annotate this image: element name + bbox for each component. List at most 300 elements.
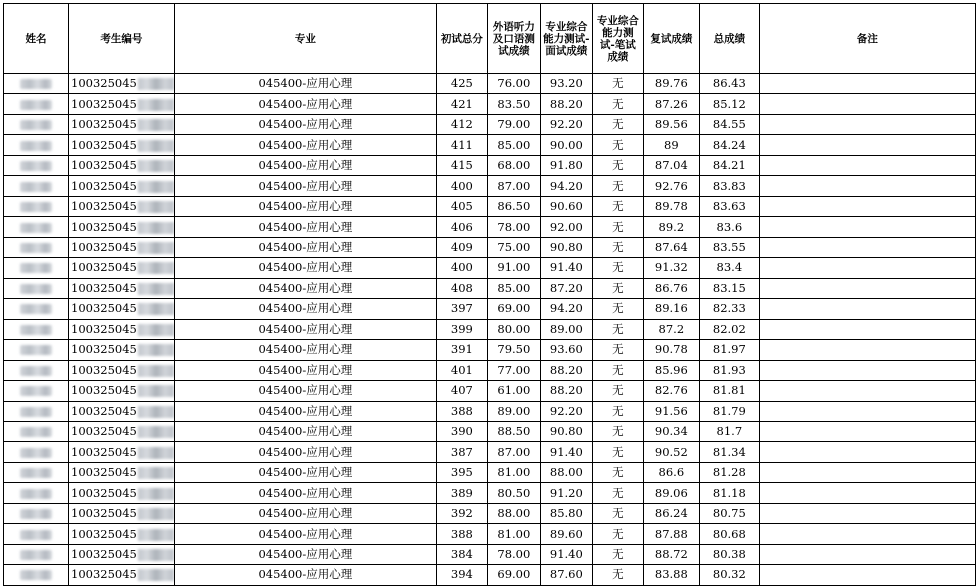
initial-total-cell: 391 — [436, 340, 487, 360]
written-cell: 无 — [592, 258, 643, 278]
interview-cell: 85.80 — [540, 503, 592, 523]
retest-cell: 89.2 — [643, 217, 699, 237]
table-row — [4, 94, 976, 114]
name-cell — [4, 544, 69, 564]
candidate-no-prefix: 100325045 — [71, 260, 137, 275]
candidate-no-prefix: 100325045 — [71, 199, 137, 214]
total-cell: 83.63 — [699, 196, 759, 216]
candidate-no-cell — [69, 401, 175, 421]
retest-cell: 90.52 — [643, 442, 699, 462]
redacted-name — [20, 550, 52, 560]
table-row — [4, 442, 976, 462]
redacted-candidate-no — [138, 160, 174, 172]
table-row — [4, 299, 976, 319]
written-cell: 无 — [592, 462, 643, 482]
interview-cell: 91.40 — [540, 258, 592, 278]
major-cell: 045400-应用心理 — [174, 401, 436, 421]
written-cell: 无 — [592, 524, 643, 544]
redacted-name — [20, 570, 52, 580]
retest-cell: 87.88 — [643, 524, 699, 544]
retest-cell: 89.78 — [643, 196, 699, 216]
retest-cell: 89 — [643, 135, 699, 155]
foreign-lang-cell: 75.00 — [487, 237, 540, 257]
foreign-lang-cell: 80.00 — [487, 319, 540, 339]
interview-cell: 88.20 — [540, 381, 592, 401]
initial-total-cell: 388 — [436, 524, 487, 544]
written-cell: 无 — [592, 319, 643, 339]
table-row — [4, 196, 976, 216]
candidate-no-prefix: 100325045 — [71, 526, 137, 541]
redacted-name — [20, 509, 52, 519]
major-cell: 045400-应用心理 — [174, 483, 436, 503]
candidate-no-cell — [69, 503, 175, 523]
total-cell: 81.18 — [699, 483, 759, 503]
major-cell: 045400-应用心理 — [174, 155, 436, 175]
name-cell — [4, 401, 69, 421]
candidate-no-cell — [69, 278, 175, 298]
total-cell: 83.4 — [699, 258, 759, 278]
interview-cell: 92.20 — [540, 401, 592, 421]
name-cell — [4, 360, 69, 380]
major-cell: 045400-应用心理 — [174, 462, 436, 482]
major-cell: 045400-应用心理 — [174, 114, 436, 134]
header-name: 姓名 — [4, 4, 69, 74]
remark-cell — [759, 524, 975, 544]
remark-cell — [759, 155, 975, 175]
redacted-candidate-no — [138, 140, 174, 152]
total-cell: 83.55 — [699, 237, 759, 257]
name-cell — [4, 278, 69, 298]
redacted-candidate-no — [138, 119, 174, 131]
candidate-no-prefix: 100325045 — [71, 117, 137, 132]
table-row — [4, 135, 976, 155]
written-cell: 无 — [592, 340, 643, 360]
retest-cell: 83.88 — [643, 565, 699, 585]
initial-total-cell: 409 — [436, 237, 487, 257]
candidate-no-prefix: 100325045 — [71, 219, 137, 234]
remark-cell — [759, 544, 975, 564]
initial-total-cell: 384 — [436, 544, 487, 564]
major-cell: 045400-应用心理 — [174, 340, 436, 360]
redacted-candidate-no — [138, 365, 174, 377]
total-cell: 82.02 — [699, 319, 759, 339]
written-cell: 无 — [592, 442, 643, 462]
remark-cell — [759, 462, 975, 482]
major-cell: 045400-应用心理 — [174, 278, 436, 298]
initial-total-cell: 412 — [436, 114, 487, 134]
redacted-name — [20, 120, 52, 130]
interview-cell: 92.20 — [540, 114, 592, 134]
foreign-lang-cell: 91.00 — [487, 258, 540, 278]
remark-cell — [759, 421, 975, 441]
written-cell: 无 — [592, 401, 643, 421]
total-cell: 80.38 — [699, 544, 759, 564]
table-row — [4, 114, 976, 134]
candidate-no-prefix: 100325045 — [71, 403, 137, 418]
major-cell: 045400-应用心理 — [174, 299, 436, 319]
name-cell — [4, 114, 69, 134]
interview-cell: 91.80 — [540, 155, 592, 175]
remark-cell — [759, 237, 975, 257]
name-cell — [4, 176, 69, 196]
candidate-no-cell — [69, 381, 175, 401]
redacted-candidate-no — [138, 242, 174, 254]
total-cell: 81.79 — [699, 401, 759, 421]
interview-cell: 90.60 — [540, 196, 592, 216]
major-cell: 045400-应用心理 — [174, 524, 436, 544]
initial-total-cell: 407 — [436, 381, 487, 401]
major-cell: 045400-应用心理 — [174, 381, 436, 401]
retest-cell: 92.76 — [643, 176, 699, 196]
total-cell: 80.68 — [699, 524, 759, 544]
retest-cell: 89.06 — [643, 483, 699, 503]
redacted-candidate-no — [138, 569, 174, 581]
interview-cell: 87.60 — [540, 565, 592, 585]
major-cell: 045400-应用心理 — [174, 135, 436, 155]
major-cell: 045400-应用心理 — [174, 196, 436, 216]
name-cell — [4, 237, 69, 257]
header-major: 专业 — [174, 4, 436, 74]
written-cell: 无 — [592, 135, 643, 155]
table-row — [4, 524, 976, 544]
interview-cell: 88.20 — [540, 94, 592, 114]
header-row — [4, 4, 976, 74]
foreign-lang-cell: 87.00 — [487, 442, 540, 462]
table-row — [4, 503, 976, 523]
major-cell: 045400-应用心理 — [174, 421, 436, 441]
initial-total-cell: 405 — [436, 196, 487, 216]
name-cell — [4, 155, 69, 175]
redacted-name — [20, 243, 52, 253]
candidate-no-cell — [69, 544, 175, 564]
candidate-no-cell — [69, 155, 175, 175]
foreign-lang-cell: 86.50 — [487, 196, 540, 216]
retest-cell: 86.24 — [643, 503, 699, 523]
major-cell: 045400-应用心理 — [174, 544, 436, 564]
written-cell: 无 — [592, 237, 643, 257]
redacted-name — [20, 100, 52, 110]
remark-cell — [759, 442, 975, 462]
redacted-candidate-no — [138, 303, 174, 315]
name-cell — [4, 74, 69, 94]
table-row — [4, 176, 976, 196]
total-cell: 80.32 — [699, 565, 759, 585]
major-cell: 045400-应用心理 — [174, 319, 436, 339]
total-cell: 85.12 — [699, 94, 759, 114]
foreign-lang-cell: 76.00 — [487, 74, 540, 94]
header-interview: 专业综合能力测试-面试成绩 — [540, 4, 592, 74]
initial-total-cell: 406 — [436, 217, 487, 237]
candidate-no-prefix: 100325045 — [71, 321, 137, 336]
table-row — [4, 217, 976, 237]
candidate-no-prefix: 100325045 — [71, 444, 137, 459]
candidate-no-cell — [69, 196, 175, 216]
initial-total-cell: 392 — [436, 503, 487, 523]
foreign-lang-cell: 68.00 — [487, 155, 540, 175]
candidate-no-prefix: 100325045 — [71, 280, 137, 295]
candidate-no-cell — [69, 94, 175, 114]
redacted-name — [20, 182, 52, 192]
name-cell — [4, 483, 69, 503]
initial-total-cell: 425 — [436, 74, 487, 94]
retest-cell: 90.78 — [643, 340, 699, 360]
retest-cell: 87.04 — [643, 155, 699, 175]
candidate-no-prefix: 100325045 — [71, 96, 137, 111]
interview-cell: 90.00 — [540, 135, 592, 155]
foreign-lang-cell: 77.00 — [487, 360, 540, 380]
total-cell: 81.97 — [699, 340, 759, 360]
candidate-no-cell — [69, 421, 175, 441]
table-row — [4, 258, 976, 278]
total-cell: 83.83 — [699, 176, 759, 196]
candidate-no-cell — [69, 74, 175, 94]
candidate-no-prefix: 100325045 — [71, 485, 137, 500]
interview-cell: 89.60 — [540, 524, 592, 544]
written-cell: 无 — [592, 421, 643, 441]
name-cell — [4, 135, 69, 155]
redacted-candidate-no — [138, 99, 174, 111]
header-candidate-no: 考生编号 — [69, 4, 175, 74]
candidate-no-prefix: 100325045 — [71, 383, 137, 398]
redacted-name — [20, 263, 52, 273]
candidate-no-prefix: 100325045 — [71, 547, 137, 562]
candidate-no-cell — [69, 176, 175, 196]
candidate-no-prefix: 100325045 — [71, 506, 137, 521]
redacted-candidate-no — [138, 324, 174, 336]
redacted-name — [20, 161, 52, 171]
foreign-lang-cell: 83.50 — [487, 94, 540, 114]
name-cell — [4, 94, 69, 114]
interview-cell: 92.00 — [540, 217, 592, 237]
foreign-lang-cell: 88.00 — [487, 503, 540, 523]
remark-cell — [759, 258, 975, 278]
redacted-name — [20, 325, 52, 335]
name-cell — [4, 258, 69, 278]
redacted-candidate-no — [138, 467, 174, 479]
table-row — [4, 74, 976, 94]
redacted-name — [20, 284, 52, 294]
written-cell: 无 — [592, 114, 643, 134]
candidate-no-prefix: 100325045 — [71, 178, 137, 193]
redacted-candidate-no — [138, 549, 174, 561]
written-cell: 无 — [592, 360, 643, 380]
table-row — [4, 155, 976, 175]
candidate-no-prefix: 100325045 — [71, 465, 137, 480]
remark-cell — [759, 401, 975, 421]
foreign-lang-cell: 87.00 — [487, 176, 540, 196]
candidate-no-cell — [69, 483, 175, 503]
written-cell: 无 — [592, 94, 643, 114]
major-cell: 045400-应用心理 — [174, 94, 436, 114]
remark-cell — [759, 74, 975, 94]
foreign-lang-cell: 78.00 — [487, 544, 540, 564]
total-cell: 84.55 — [699, 114, 759, 134]
table-row — [4, 340, 976, 360]
initial-total-cell: 388 — [436, 401, 487, 421]
candidate-no-cell — [69, 237, 175, 257]
initial-total-cell: 400 — [436, 258, 487, 278]
name-cell — [4, 524, 69, 544]
redacted-candidate-no — [138, 426, 174, 438]
candidate-no-cell — [69, 462, 175, 482]
total-cell: 81.28 — [699, 462, 759, 482]
candidate-no-prefix: 100325045 — [71, 342, 137, 357]
score-table — [3, 3, 976, 586]
major-cell: 045400-应用心理 — [174, 74, 436, 94]
initial-total-cell: 415 — [436, 155, 487, 175]
remark-cell — [759, 278, 975, 298]
total-cell: 86.43 — [699, 74, 759, 94]
total-cell: 83.15 — [699, 278, 759, 298]
total-cell: 83.6 — [699, 217, 759, 237]
header-retest: 复试成绩 — [643, 4, 699, 74]
major-cell: 045400-应用心理 — [174, 217, 436, 237]
candidate-no-prefix: 100325045 — [71, 301, 137, 316]
redacted-name — [20, 386, 52, 396]
foreign-lang-cell: 88.50 — [487, 421, 540, 441]
remark-cell — [759, 299, 975, 319]
remark-cell — [759, 319, 975, 339]
interview-cell: 88.00 — [540, 462, 592, 482]
major-cell: 045400-应用心理 — [174, 360, 436, 380]
major-cell: 045400-应用心理 — [174, 258, 436, 278]
table-row — [4, 319, 976, 339]
candidate-no-prefix: 100325045 — [71, 158, 137, 173]
interview-cell: 89.00 — [540, 319, 592, 339]
remark-cell — [759, 360, 975, 380]
redacted-name — [20, 79, 52, 89]
redacted-candidate-no — [138, 406, 174, 418]
foreign-lang-cell: 61.00 — [487, 381, 540, 401]
remark-cell — [759, 94, 975, 114]
remark-cell — [759, 503, 975, 523]
remark-cell — [759, 217, 975, 237]
candidate-no-prefix: 100325045 — [71, 239, 137, 254]
remark-cell — [759, 483, 975, 503]
redacted-name — [20, 489, 52, 499]
table-row — [4, 462, 976, 482]
total-cell: 84.21 — [699, 155, 759, 175]
written-cell: 无 — [592, 74, 643, 94]
candidate-no-prefix: 100325045 — [71, 76, 137, 91]
candidate-no-prefix: 100325045 — [71, 362, 137, 377]
header-total: 总成绩 — [699, 4, 759, 74]
candidate-no-prefix: 100325045 — [71, 567, 137, 582]
initial-total-cell: 401 — [436, 360, 487, 380]
redacted-name — [20, 141, 52, 151]
table-row — [4, 544, 976, 564]
initial-total-cell: 387 — [436, 442, 487, 462]
name-cell — [4, 565, 69, 585]
major-cell: 045400-应用心理 — [174, 442, 436, 462]
header-remark: 备注 — [759, 4, 975, 74]
candidate-no-prefix: 100325045 — [71, 424, 137, 439]
redacted-candidate-no — [138, 201, 174, 213]
table-row — [4, 381, 976, 401]
candidate-no-cell — [69, 258, 175, 278]
interview-cell: 91.20 — [540, 483, 592, 503]
interview-cell: 94.20 — [540, 299, 592, 319]
redacted-candidate-no — [138, 508, 174, 520]
foreign-lang-cell: 80.50 — [487, 483, 540, 503]
redacted-candidate-no — [138, 222, 174, 234]
initial-total-cell: 421 — [436, 94, 487, 114]
redacted-name — [20, 468, 52, 478]
table-row — [4, 360, 976, 380]
total-cell: 84.24 — [699, 135, 759, 155]
table-row — [4, 483, 976, 503]
initial-total-cell: 411 — [436, 135, 487, 155]
remark-cell — [759, 176, 975, 196]
foreign-lang-cell: 81.00 — [487, 462, 540, 482]
foreign-lang-cell: 69.00 — [487, 299, 540, 319]
header-foreign-lang: 外语听力及口语测试成绩 — [487, 4, 540, 74]
header-initial-total: 初试总分 — [436, 4, 487, 74]
foreign-lang-cell: 85.00 — [487, 135, 540, 155]
initial-total-cell: 408 — [436, 278, 487, 298]
initial-total-cell: 397 — [436, 299, 487, 319]
name-cell — [4, 299, 69, 319]
total-cell: 81.81 — [699, 381, 759, 401]
candidate-no-cell — [69, 360, 175, 380]
initial-total-cell: 390 — [436, 421, 487, 441]
total-cell: 80.75 — [699, 503, 759, 523]
redacted-candidate-no — [138, 344, 174, 356]
written-cell: 无 — [592, 217, 643, 237]
foreign-lang-cell: 79.50 — [487, 340, 540, 360]
table-row — [4, 237, 976, 257]
written-cell: 无 — [592, 483, 643, 503]
retest-cell: 87.26 — [643, 94, 699, 114]
retest-cell: 91.56 — [643, 401, 699, 421]
redacted-candidate-no — [138, 385, 174, 397]
retest-cell: 89.76 — [643, 74, 699, 94]
candidate-no-cell — [69, 217, 175, 237]
major-cell: 045400-应用心理 — [174, 565, 436, 585]
candidate-no-cell — [69, 114, 175, 134]
remark-cell — [759, 114, 975, 134]
redacted-candidate-no — [138, 262, 174, 274]
written-cell: 无 — [592, 176, 643, 196]
interview-cell: 94.20 — [540, 176, 592, 196]
retest-cell: 87.64 — [643, 237, 699, 257]
table-row — [4, 421, 976, 441]
written-cell: 无 — [592, 544, 643, 564]
redacted-name — [20, 407, 52, 417]
retest-cell: 90.34 — [643, 421, 699, 441]
retest-cell: 89.56 — [643, 114, 699, 134]
redacted-candidate-no — [138, 529, 174, 541]
candidate-no-cell — [69, 340, 175, 360]
redacted-name — [20, 345, 52, 355]
name-cell — [4, 442, 69, 462]
redacted-name — [20, 223, 52, 233]
retest-cell: 85.96 — [643, 360, 699, 380]
table-row — [4, 401, 976, 421]
name-cell — [4, 381, 69, 401]
redacted-name — [20, 366, 52, 376]
candidate-no-cell — [69, 299, 175, 319]
redacted-candidate-no — [138, 447, 174, 459]
redacted-name — [20, 202, 52, 212]
foreign-lang-cell: 81.00 — [487, 524, 540, 544]
total-cell: 82.33 — [699, 299, 759, 319]
name-cell — [4, 340, 69, 360]
redacted-candidate-no — [138, 488, 174, 500]
remark-cell — [759, 565, 975, 585]
remark-cell — [759, 381, 975, 401]
initial-total-cell: 389 — [436, 483, 487, 503]
